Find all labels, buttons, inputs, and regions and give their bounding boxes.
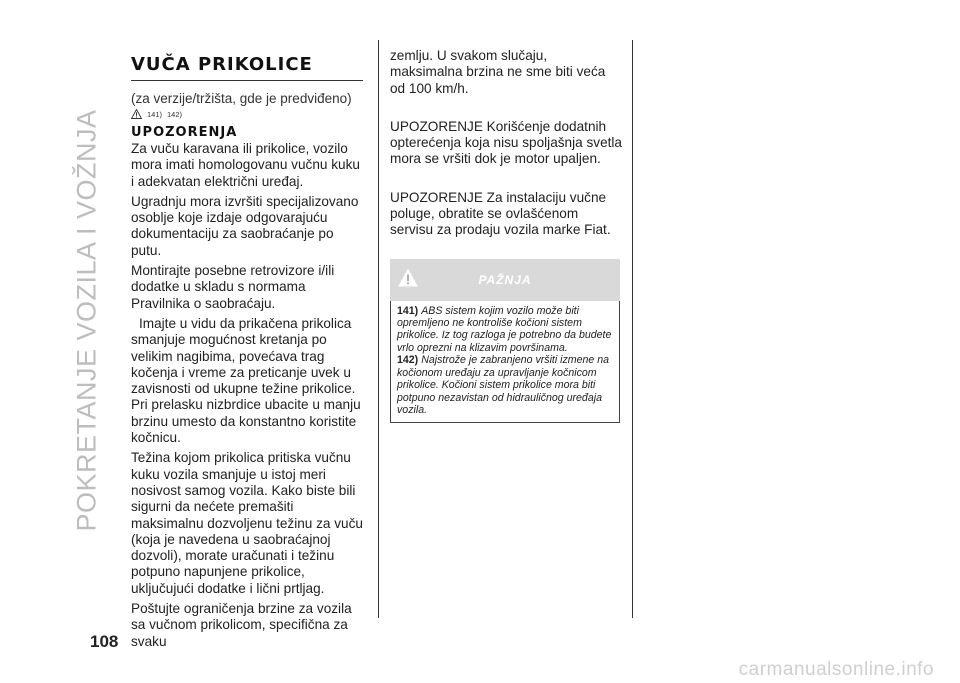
section-heading: VUČA PRIKOLICE — [131, 54, 313, 75]
warning-item-text: ABS sistem kojim vozilo može biti opremljeno ne kontroliše kočioni sistem prikolice. Iz tog razloga je potrebno da budete vrlo oprezni na klizavim površinama. — [397, 304, 612, 354]
paragraph: Montirajte posebne retrovizore i/ili dodatke u skladu s normama Pravilnika o saobraćaju. — [131, 263, 335, 311]
column-divider-right — [632, 40, 633, 618]
paragraph: Imajte u vidu da prikačena prikolica smanjuje mogućnost kretanja po velikim nagibima, povećava trag kočenja i vreme za preticanje uvek u zavisnosti od ukupne težine prikolice. Pri prelasku nizbrdice ubacite u manju brzinu umesto da konstantno koristite kočnicu. — [131, 315, 361, 446]
warning-item-number: 142) — [397, 354, 419, 367]
paragraph: UPOZORENJE Za instalaciju vučne poluge, obratite se ovlašćenom servisu za prodaju vozila marke Fiat. — [390, 189, 611, 238]
paragraph: Poštujte ograničenja brzine za vozila sa vučnom prikolicom, specifična za svaku — [131, 601, 352, 649]
warning-item — [397, 354, 613, 416]
column-divider-left — [378, 40, 379, 618]
subtitle: (za verzije/tržišta, gde je predviđeno) — [131, 91, 352, 106]
warning-header — [390, 259, 620, 301]
paragraph: zemlju. U svakom slučaju, maksimalna brzina ne sme biti veća od 100 km/h. — [390, 48, 606, 96]
section-side-title-text: POKRETANJE VOZILA I VOŽNJA — [71, 108, 102, 532]
paragraph: Težina kojom prikolica pritiska vučnu kuku vozila smanjuje u istoj meri nosivost samog vozila. Kako biste bili sigurni da nećete premašiti maksimalnu dozvoljenu težinu za vuču (koja je navedena u saobraćajnoj dozvoli), morate uračunati i težinu potpuno napunjene prikolice, uključujući dodatke i lični prtljag. — [131, 450, 363, 596]
section-side-title — [64, 40, 110, 600]
column-middle — [390, 48, 622, 423]
warning-title: PAŽNJA — [478, 272, 532, 287]
ref-141: 141) — [147, 109, 163, 119]
watermark: carmanualsonline.info — [738, 659, 934, 680]
warning-body — [390, 301, 620, 424]
paragraph: Ugradnju mora izvršiti specijalizovano osoblje koje izdaje odgovarajuću dokumentaciju za saobraćanje po putu. — [131, 193, 359, 258]
warning-box — [390, 259, 620, 424]
heading-rule — [131, 80, 363, 81]
paragraph: Za vuču karavana ili prikolice, vozilo mora imati homologovanu vučnu kuku i adekvatan električni uređaj. — [131, 141, 360, 189]
subheading: UPOZORENJA — [131, 125, 238, 140]
warning-triangle-icon — [398, 268, 418, 288]
warning-item-text: Najstrože je zabranjeno vršiti izmene na kočionom uređaju za upravljanje kočnicom prikolice. Kočioni sistem prikolice mora biti potpuno nezavistan od hidrauličnog uređaja vozila. — [397, 354, 610, 416]
warning-triangle-icon — [131, 109, 142, 119]
warning-refs — [131, 109, 365, 119]
page-number: 108 — [90, 632, 119, 651]
ref-142: 142) — [167, 109, 183, 119]
warning-item-number: 141) — [397, 304, 419, 317]
column-left — [131, 54, 365, 654]
warning-item — [397, 305, 613, 355]
paragraph: UPOZORENJE Korišćenje dodatnih opterećenja koja nisu spoljašnja svetla mora se vršiti dok je motor upaljen. — [390, 118, 622, 167]
